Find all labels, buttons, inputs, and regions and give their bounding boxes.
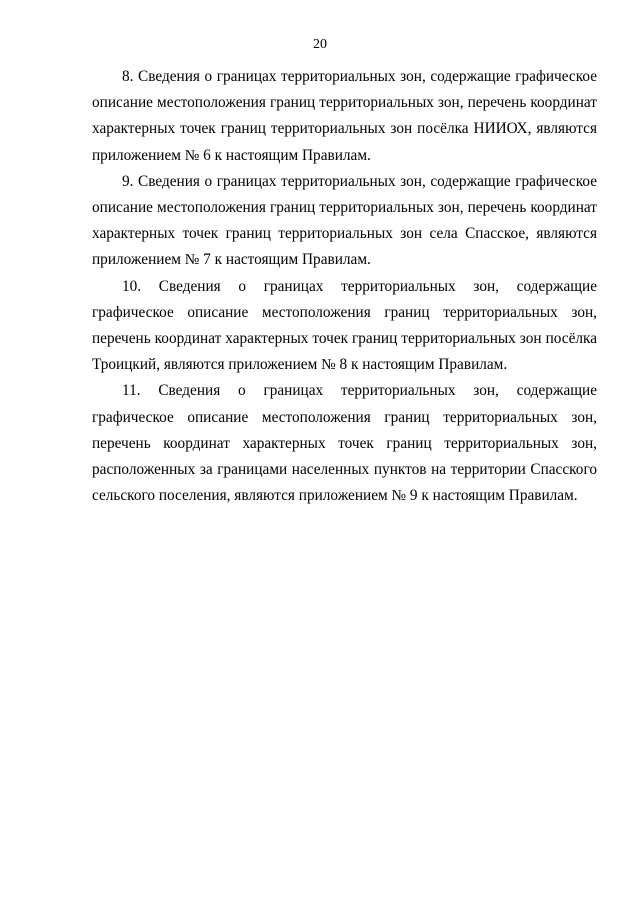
page-number: 20 [313, 37, 327, 52]
paragraph-item-10: 10. Сведения о границах территориальных зон, содержащие графическое описание местоположения границ территориальных зон, перечень координат характерных точек границ территориальных зон посёлка Троицкий, являются приложением № 8 к настоящим Правилам. [92, 277, 597, 374]
paragraph-item-11: 11. Сведения о границах территориальных зон, содержащие графическое описание местоположения границ территориальных зон, перечень координат характерных точек границ территориальных зон, расположенных за границами населенных пунктов на территории Спасского сельского поселения, являются приложением № 9 к настоящим Правилам. [92, 382, 597, 505]
document-body [92, 64, 597, 509]
paragraph-item-9: 9. Сведения о границах территориальных зон, содержащие графическое описание местоположения границ территориальных зон, перечень координат характерных точек границ территориальных зон села Спасское, являются приложением № 7 к настоящим Правилам. [92, 172, 597, 269]
paragraph-item-8: 8. Сведения о границах территориальных зон, содержащие графическое описание местоположения границ территориальных зон, перечень координат характерных точек границ территориальных зон посёлка НИИОХ, являются приложением № 6 к настоящим Правилам. [92, 68, 597, 164]
